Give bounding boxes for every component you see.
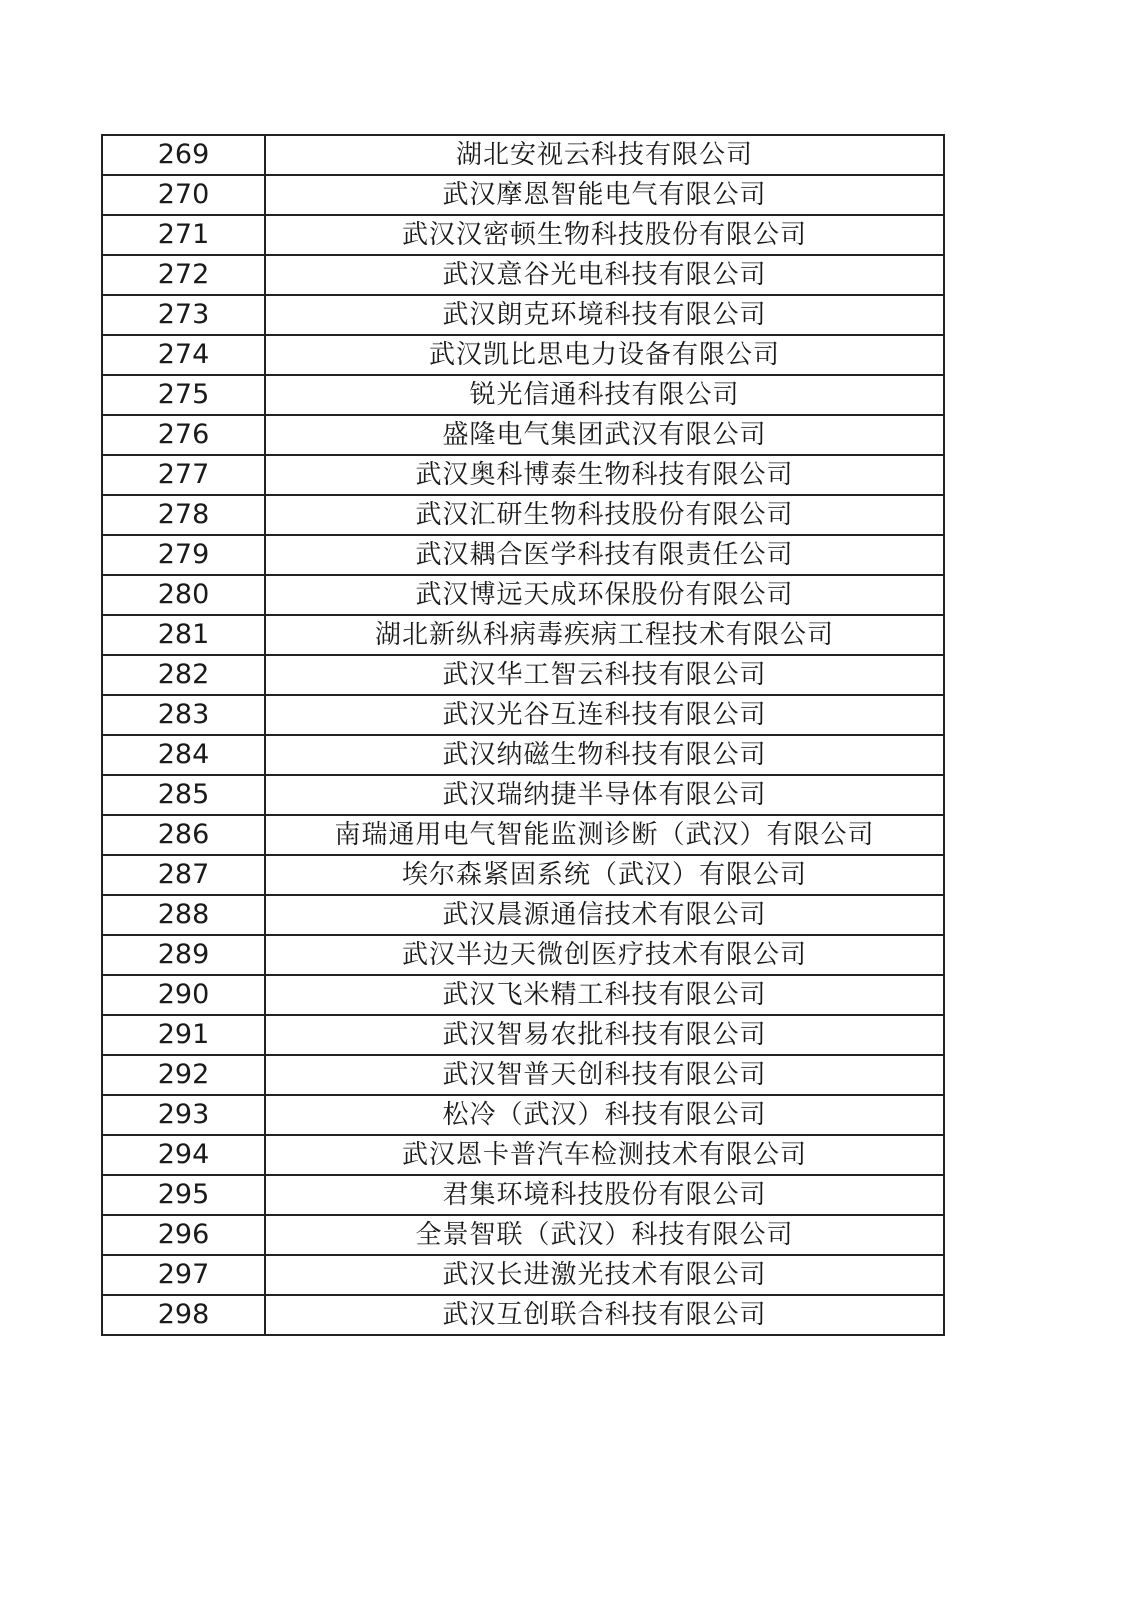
table-row: [102, 1175, 944, 1215]
table-row: [102, 895, 944, 935]
table-row: [102, 215, 944, 255]
company-name: 武汉互创联合科技有限公司: [265, 1295, 944, 1335]
row-number: 274: [102, 335, 265, 375]
row-number: 281: [102, 615, 265, 655]
company-name: 武汉飞米精工科技有限公司: [265, 975, 944, 1015]
company-name: 武汉纳磁生物科技有限公司: [265, 735, 944, 775]
row-number: 294: [102, 1135, 265, 1175]
row-number: 275: [102, 375, 265, 415]
company-name: 武汉智普天创科技有限公司: [265, 1055, 944, 1095]
company-name: 君集环境科技股份有限公司: [265, 1175, 944, 1215]
company-name: 松冷（武汉）科技有限公司: [265, 1095, 944, 1135]
row-number: 277: [102, 455, 265, 495]
table-row: [102, 735, 944, 775]
company-name: 武汉意谷光电科技有限公司: [265, 255, 944, 295]
table-row: [102, 655, 944, 695]
company-name: 武汉朗克环境科技有限公司: [265, 295, 944, 335]
table-row: [102, 335, 944, 375]
table-row: [102, 775, 944, 815]
company-name: 武汉凯比思电力设备有限公司: [265, 335, 944, 375]
company-list-body: [102, 135, 944, 1335]
row-number: 285: [102, 775, 265, 815]
company-name: 全景智联（武汉）科技有限公司: [265, 1215, 944, 1255]
row-number: 278: [102, 495, 265, 535]
company-name: 武汉长进激光技术有限公司: [265, 1255, 944, 1295]
row-number: 270: [102, 175, 265, 215]
table-row: [102, 535, 944, 575]
company-name: 埃尔森紧固系统（武汉）有限公司: [265, 855, 944, 895]
row-number: 291: [102, 1015, 265, 1055]
table-row: [102, 135, 944, 175]
company-name: 武汉博远天成环保股份有限公司: [265, 575, 944, 615]
row-number: 293: [102, 1095, 265, 1135]
row-number: 296: [102, 1215, 265, 1255]
row-number: 292: [102, 1055, 265, 1095]
row-number: 289: [102, 935, 265, 975]
company-name: 武汉半边天微创医疗技术有限公司: [265, 935, 944, 975]
row-number: 280: [102, 575, 265, 615]
row-number: 284: [102, 735, 265, 775]
table-row: [102, 175, 944, 215]
row-number: 283: [102, 695, 265, 735]
table-row: [102, 615, 944, 655]
table-row: [102, 1215, 944, 1255]
table-row: [102, 415, 944, 455]
row-number: 287: [102, 855, 265, 895]
table-row: [102, 495, 944, 535]
table-row: [102, 975, 944, 1015]
row-number: 273: [102, 295, 265, 335]
table-row: [102, 1015, 944, 1055]
row-number: 288: [102, 895, 265, 935]
table-row: [102, 455, 944, 495]
company-name: 武汉智易农批科技有限公司: [265, 1015, 944, 1055]
table-row: [102, 1055, 944, 1095]
company-name: 湖北安视云科技有限公司: [265, 135, 944, 175]
company-name: 武汉耦合医学科技有限责任公司: [265, 535, 944, 575]
row-number: 286: [102, 815, 265, 855]
company-name: 盛隆电气集团武汉有限公司: [265, 415, 944, 455]
row-number: 279: [102, 535, 265, 575]
row-number: 269: [102, 135, 265, 175]
table-row: [102, 575, 944, 615]
table-row: [102, 1135, 944, 1175]
row-number: 276: [102, 415, 265, 455]
table-row: [102, 375, 944, 415]
company-name: 武汉光谷互连科技有限公司: [265, 695, 944, 735]
row-number: 290: [102, 975, 265, 1015]
row-number: 272: [102, 255, 265, 295]
company-name: 武汉华工智云科技有限公司: [265, 655, 944, 695]
company-name: 武汉汇研生物科技股份有限公司: [265, 495, 944, 535]
table-row: [102, 815, 944, 855]
table-row: [102, 1095, 944, 1135]
table-row: [102, 255, 944, 295]
row-number: 297: [102, 1255, 265, 1295]
company-name: 武汉瑞纳捷半导体有限公司: [265, 775, 944, 815]
row-number: 271: [102, 215, 265, 255]
company-name: 武汉奥科博泰生物科技有限公司: [265, 455, 944, 495]
row-number: 282: [102, 655, 265, 695]
company-name: 武汉汉密顿生物科技股份有限公司: [265, 215, 944, 255]
company-name: 南瑞通用电气智能监测诊断（武汉）有限公司: [265, 815, 944, 855]
table-row: [102, 295, 944, 335]
table-row: [102, 935, 944, 975]
table-row: [102, 1255, 944, 1295]
table-row: [102, 695, 944, 735]
table-row: [102, 855, 944, 895]
company-list-table: [101, 134, 945, 1336]
company-name: 武汉摩恩智能电气有限公司: [265, 175, 944, 215]
company-name: 武汉晨源通信技术有限公司: [265, 895, 944, 935]
row-number: 298: [102, 1295, 265, 1335]
company-name: 锐光信通科技有限公司: [265, 375, 944, 415]
table-row: [102, 1295, 944, 1335]
company-name: 武汉恩卡普汽车检测技术有限公司: [265, 1135, 944, 1175]
row-number: 295: [102, 1175, 265, 1215]
company-name: 湖北新纵科病毒疾病工程技术有限公司: [265, 615, 944, 655]
